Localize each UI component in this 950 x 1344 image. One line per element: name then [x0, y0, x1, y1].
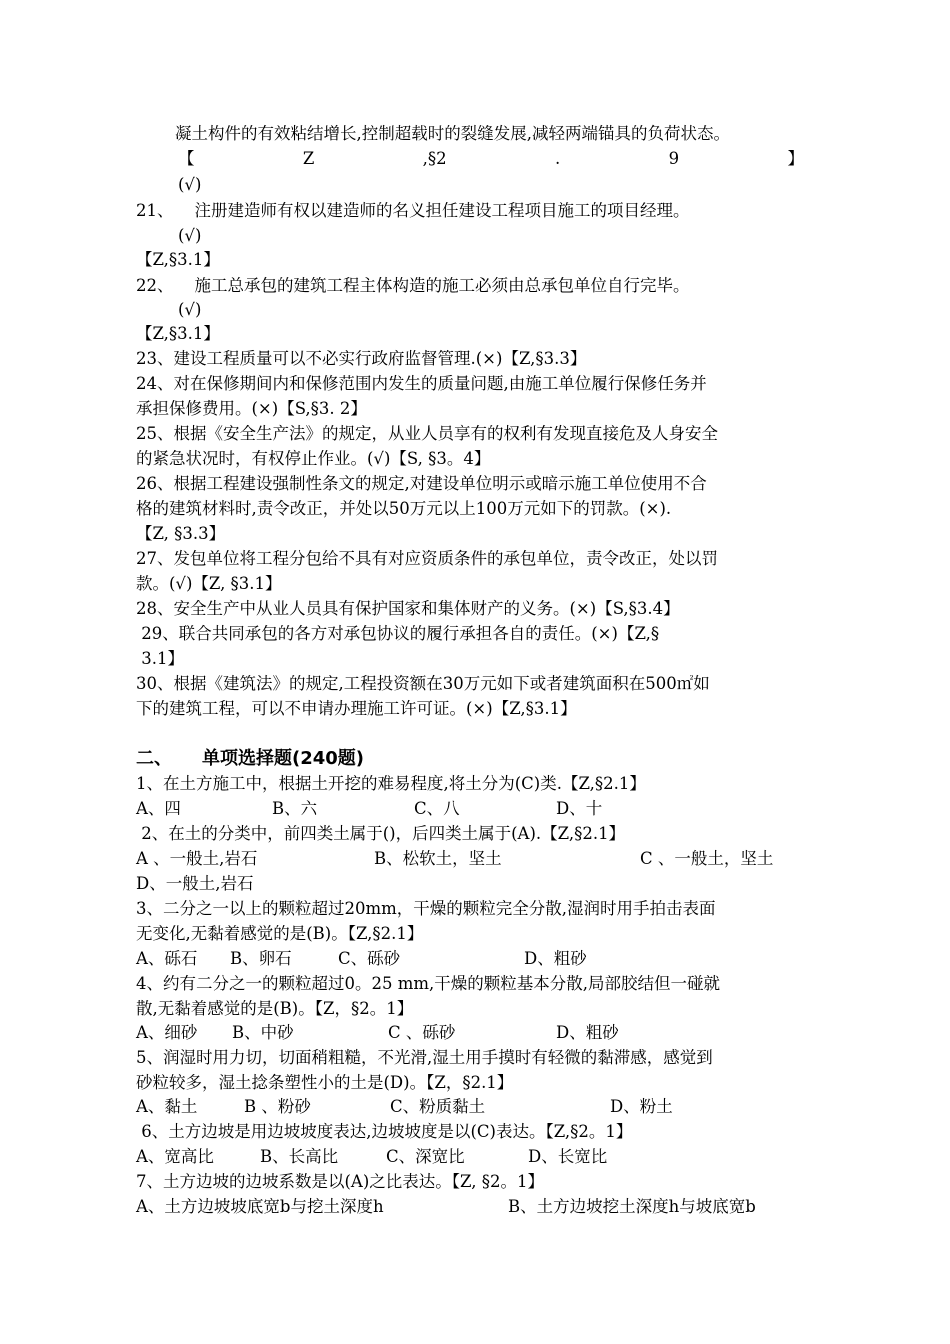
mc-question-6: 6、土方边坡是用边坡坡度表达,边坡坡度是以(C)表达。【Z,§2。1】 [136, 1122, 633, 1141]
mc-question-4-cont: 散,无黏着感觉的是(B)。【Z，§2。1】 [136, 999, 414, 1018]
option: B 、粉砂 [244, 1097, 311, 1116]
option: D、长宽比 [528, 1147, 608, 1166]
reference-line [178, 147, 804, 171]
option: D、一般土,岩石 [136, 874, 254, 893]
answer-mark: (√) [178, 300, 202, 319]
reference: 【Z,§3.1】 [136, 250, 220, 269]
mc-question-7: 7、土方边坡的边坡系数是以(A)之比表达。【Z, §2。1】 [136, 1172, 544, 1191]
option: B、卵石 [230, 949, 292, 968]
option-row [136, 1095, 673, 1119]
option: C、砾砂 [338, 949, 401, 968]
ref-part: ,§2 [422, 149, 447, 168]
question-30: 30、根据《建筑法》的规定,工程投资额在30万元如下或者建筑面积在500㎡如 [136, 674, 710, 693]
question-28: 28、安全生产中从业人员具有保护国家和集体财产的义务。(×)【S,§3.4】 [136, 599, 680, 618]
mc-question-2: 2、在土的分类中，前四类土属于()，后四类土属于(A).【Z,§2.1】 [136, 824, 626, 843]
option-row [136, 847, 773, 871]
option: C 、砾砂 [388, 1023, 456, 1042]
ref-part: 】 [787, 149, 804, 168]
option: B、长高比 [260, 1147, 339, 1166]
mc-question-4: 4、约有二分之一的颗粒超过0。25 mm,干燥的颗粒基本分散,局部胶结但一碰就 [136, 974, 721, 993]
question-26: 26、根据工程建设强制性条文的规定,对建设单位明示或暗示施工单位使用不合 [136, 474, 707, 493]
mc-question-3: 3、二分之一以上的颗粒超过20mm，干燥的颗粒完全分散,湿润时用手拍击表面 [136, 899, 716, 918]
option: D、粉土 [610, 1097, 673, 1116]
question-24: 24、对在保修期间内和保修范围内发生的质量问题,由施工单位履行保修任务并 [136, 374, 707, 393]
question-26-cont: 格的建筑材料时,责令改正，并处以50万元以上100万元如下的罚款。(×). [136, 499, 672, 518]
option: A 、一般土,岩石 [136, 849, 258, 868]
ref-part: 【 [178, 149, 195, 168]
option: C 、一般土，坚土 [640, 849, 774, 868]
option: A、黏土 [136, 1097, 198, 1116]
option: A、四 [136, 799, 181, 818]
option: B、土方边坡挖土深度h与坡底宽b [508, 1197, 756, 1216]
ref-part: . [555, 149, 561, 168]
option: A、砾石 [136, 949, 198, 968]
mc-question-3-cont: 无变化,无黏着感觉的是(B)。【Z,§2.1】 [136, 924, 424, 943]
question-29: 29、联合共同承包的各方对承包协议的履行承担各自的责任。(×)【Z,§ [136, 624, 660, 643]
question-30-cont: 下的建筑工程，可以不申请办理施工许可证。(×)【Z,§3.1】 [136, 699, 577, 718]
option-row [136, 1021, 619, 1045]
option: B、松软土，坚土 [374, 849, 502, 868]
answer-mark: (√) [178, 175, 202, 194]
mc-question-5-cont: 砂粒较多，湿土捻条塑性小的土是(D)。【Z，§2.1】 [136, 1073, 514, 1092]
option: C、粉质黏土 [390, 1097, 486, 1116]
question-25-cont: 的紧急状况时，有权停止作业。(√)【S, §3。4】 [136, 449, 491, 468]
option: A、细砂 [136, 1023, 198, 1042]
question-24-cont: 承担保修费用。(×)【S,§3. 2】 [136, 399, 367, 418]
option: A、宽高比 [136, 1147, 214, 1166]
question-21: 21、 注册建造师有权以建造师的名义担任建设工程项目施工的项目经理。 [136, 201, 690, 220]
question-22: 22、 施工总承包的建筑工程主体构造的施工必须由总承包单位自行完毕。 [136, 276, 690, 295]
option: C、深宽比 [386, 1147, 465, 1166]
option: C、八 [414, 799, 460, 818]
option-row [136, 947, 587, 971]
question-27-cont: 款。(√)【Z, §3.1】 [136, 574, 282, 593]
option: D、粗砂 [524, 949, 587, 968]
reference: 【Z, §3.3】 [136, 524, 226, 543]
question-27: 27、发包单位将工程分包给不具有对应资质条件的承包单位，责令改正，处以罚 [136, 549, 718, 568]
text-line: 凝土构件的有效粘结增长,控制超载时的裂缝发展,减轻两端锚具的负荷状态。 [175, 124, 730, 143]
ref-part: 9 [668, 149, 680, 168]
option: D、十 [556, 799, 603, 818]
option-row [136, 797, 602, 821]
section-heading [136, 747, 364, 771]
ref-part: Z [302, 149, 315, 168]
mc-question-1: 1、在土方施工中，根据土开挖的难易程度,将土分为(C)类.【Z,§2.1】 [136, 774, 646, 793]
question-25: 25、根据《安全生产法》的规定，从业人员享有的权利有发现直接危及人身安全 [136, 424, 718, 443]
question-29-cont: 3.1】 [136, 649, 184, 668]
question-23: 23、建设工程质量可以不必实行政府监督管理.(×)【Z,§3.3】 [136, 349, 587, 368]
section-number: 二、 [136, 748, 172, 769]
option: A、土方边坡坡底宽b与挖土深度h [136, 1197, 384, 1216]
answer-mark: (√) [178, 226, 202, 245]
mc-question-5: 5、润湿时用力切，切面稍粗糙，不光滑,湿土用手摸时有轻微的黏滞感，感觉到 [136, 1048, 713, 1067]
option-row [136, 1195, 756, 1219]
option-row [136, 1145, 607, 1169]
option: D、粗砂 [556, 1023, 619, 1042]
reference: 【Z,§3.1】 [136, 324, 220, 343]
option: B、六 [272, 799, 318, 818]
option: B、中砂 [232, 1023, 294, 1042]
section-title: 单项选择题(240题) [202, 748, 365, 769]
